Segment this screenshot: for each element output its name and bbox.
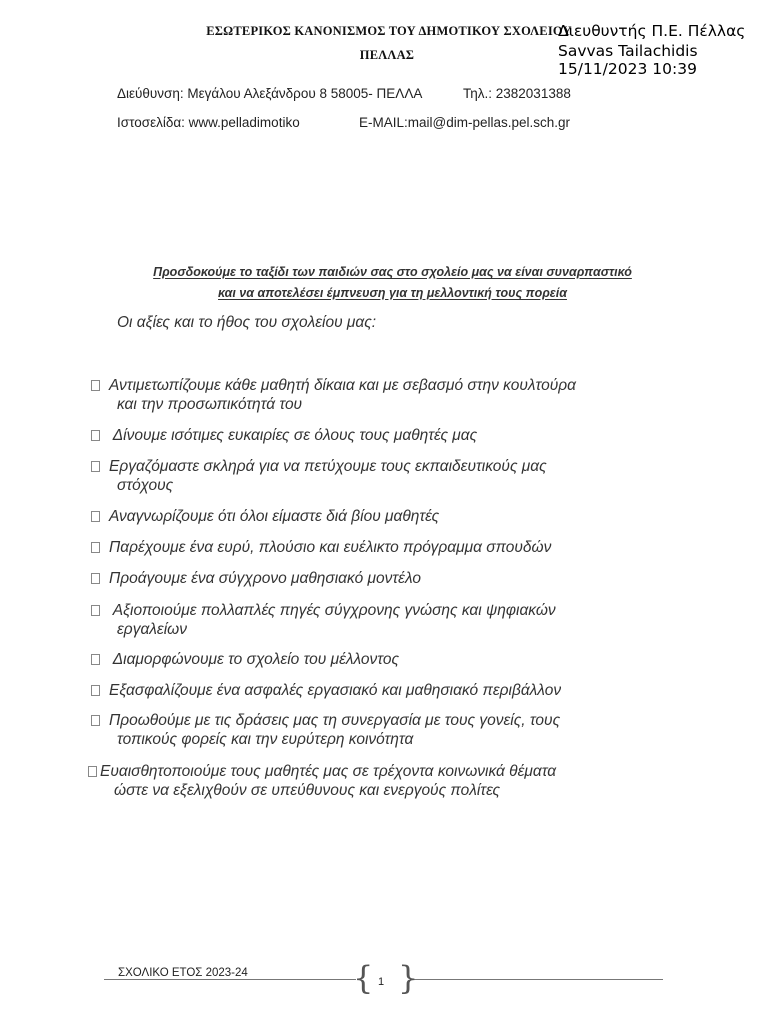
bullet-box-icon	[91, 380, 100, 391]
bullet-box-icon	[91, 654, 100, 665]
footer-rule-left	[104, 979, 356, 980]
school-phone: Τηλ.: 2382031388	[463, 86, 571, 101]
page-number: 1	[378, 976, 385, 988]
school-email: E-MAIL:mail@dim-pellas.pel.sch.gr	[359, 115, 571, 130]
list-item: Αναγνωρίζουμε ότι όλοι είμαστε διά βίου μαθητές	[91, 507, 651, 526]
list-item: Εργαζόμαστε σκληρά για να πετύχουμε τους εκπαιδευτικούς μας στόχους	[91, 457, 651, 495]
bullet-box-icon	[91, 511, 100, 522]
list-item: Διαμορφώνουμε το σχολείο του μέλλοντος	[91, 650, 651, 669]
left-brace-icon: {	[353, 959, 374, 997]
bullet-box-icon	[91, 605, 100, 616]
bullet-box-icon	[91, 461, 100, 472]
list-item: Δίνουμε ισότιμες ευκαιρίες σε όλους τους μαθητές μας	[91, 426, 651, 445]
banner-line1: Προσδοκούμε το ταξίδι των παιδιών σας στο σχολείο μας να είναι συναρπαστικό	[153, 265, 632, 279]
bullet-box-icon	[91, 715, 100, 726]
footer-rule-right	[410, 979, 663, 980]
list-item: Αντιμετωπίζουμε κάθε μαθητή δίκαια και με σεβασμό στην κουλτούρα και την προσωπικότητά του	[91, 376, 651, 414]
footer-school-year: ΣΧΟΛΙΚΟ ΕΤΟΣ 2023-24	[118, 967, 248, 979]
list-item: Παρέχουμε ένα ευρύ, πλούσιο και ευέλικτο πρόγραμμα σπουδών	[91, 538, 651, 557]
school-website: Ιστοσελίδα: www.pelladimotiko	[117, 115, 300, 130]
list-item: Προωθούμε με τις δράσεις μας τη συνεργασία με τους γονείς, τους τοπικούς φορείς και την ευρύτερη κοινότητα	[91, 711, 651, 749]
bullet-box-icon	[91, 430, 100, 441]
signature-datetime: 15/11/2023 10:39	[558, 60, 697, 78]
bullet-box-icon	[88, 766, 97, 777]
right-brace-icon: }	[398, 959, 419, 997]
banner-line2: και να αποτελέσει έμπνευση για τη μελλοντική τους πορεία	[218, 286, 567, 300]
bullet-box-icon	[91, 685, 100, 696]
document-title-line2: ΠΕΛΛΑΣ	[359, 48, 415, 62]
document-title-line1: ΕΣΩΤΕΡΙΚΟΣ ΚΑΝΟΝΙΣΜΟΣ ΤΟΥ ΔΗΜΟΤΙΚΟΥ ΣΧΟΛΕΙΟΥ	[206, 24, 572, 38]
school-address: Διεύθυνση: Μεγάλου Αλεξάνδρου 8 58005- ΠΕΛΛΑ	[117, 86, 423, 101]
signature-title: Διευθυντής Π.Ε. Πέλλας	[558, 22, 746, 40]
bullet-box-icon	[91, 542, 100, 553]
list-item: Εξασφαλίζουμε ένα ασφαλές εργασιακό και μαθησιακό περιβάλλον	[91, 681, 651, 700]
list-item: Ευαισθητοποιούμε τους μαθητές μας σε τρέχοντα κοινωνικά θέματα ώστε να εξελιχθούν σε υπεύθυνους και ενεργούς πολίτες	[88, 762, 648, 800]
signature-name: Savvas Tailachidis	[558, 42, 698, 60]
list-item: Αξιοποιούμε πολλαπλές πηγές σύγχρονης γνώσης και ψηφιακών εργαλείων	[91, 601, 651, 639]
values-heading: Οι αξίες και το ήθος του σχολείου μας:	[117, 314, 377, 331]
list-item: Προάγουμε ένα σύγχρονο μαθησιακό μοντέλο	[91, 569, 651, 588]
bullet-box-icon	[91, 573, 100, 584]
